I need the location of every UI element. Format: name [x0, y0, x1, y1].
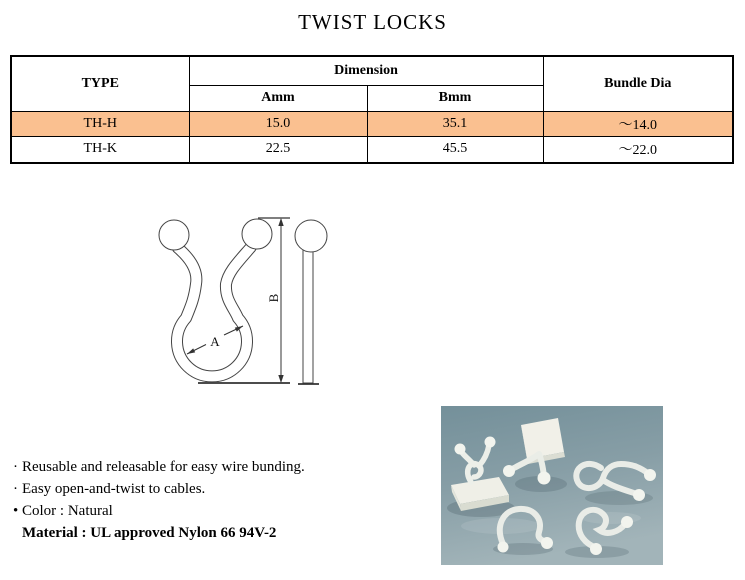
- dim-label-a: A: [210, 334, 220, 349]
- col-header-type: TYPE: [11, 56, 189, 111]
- cell-bmm: 45.5: [367, 136, 543, 163]
- twist-locks-photo: [441, 406, 663, 565]
- feature-item: • Color : Natural: [13, 503, 113, 519]
- dim-label-b: B: [266, 293, 281, 303]
- cell-bundle-dia: ～22.0: [543, 136, 733, 163]
- col-header-bundle-dia: Bundle Dia: [543, 56, 733, 111]
- feature-item-material: Material : UL approved Nylon 66 94V-2: [22, 525, 277, 541]
- table-row-th-h: [11, 111, 733, 136]
- cell-type: TH-H: [11, 111, 189, 136]
- table-row-th-k: [11, 136, 733, 163]
- cell-bmm: 35.1: [367, 111, 543, 136]
- col-header-dimension: Dimension: [189, 56, 543, 85]
- bullet-dot: •: [13, 503, 19, 519]
- feature-item: · Easy open-and-twist to cables.: [13, 481, 206, 497]
- feature-list: [13, 459, 433, 547]
- bullet-dot: ·: [13, 459, 18, 475]
- cell-amm: 22.5: [189, 136, 367, 163]
- col-header-amm: Amm: [189, 85, 367, 111]
- cell-amm: 15.0: [189, 111, 367, 136]
- cell-bundle-dia: ～14.0: [543, 111, 733, 136]
- bullet-dot: ·: [13, 481, 18, 497]
- page-title: TWIST LOCKS: [298, 10, 447, 34]
- cell-type: TH-K: [11, 136, 189, 163]
- col-header-bmm: Bmm: [367, 85, 543, 111]
- feature-item: · Reusable and releasable for easy wire bunding.: [13, 459, 305, 475]
- dimension-drawing: [140, 205, 340, 395]
- spec-table: [10, 55, 734, 164]
